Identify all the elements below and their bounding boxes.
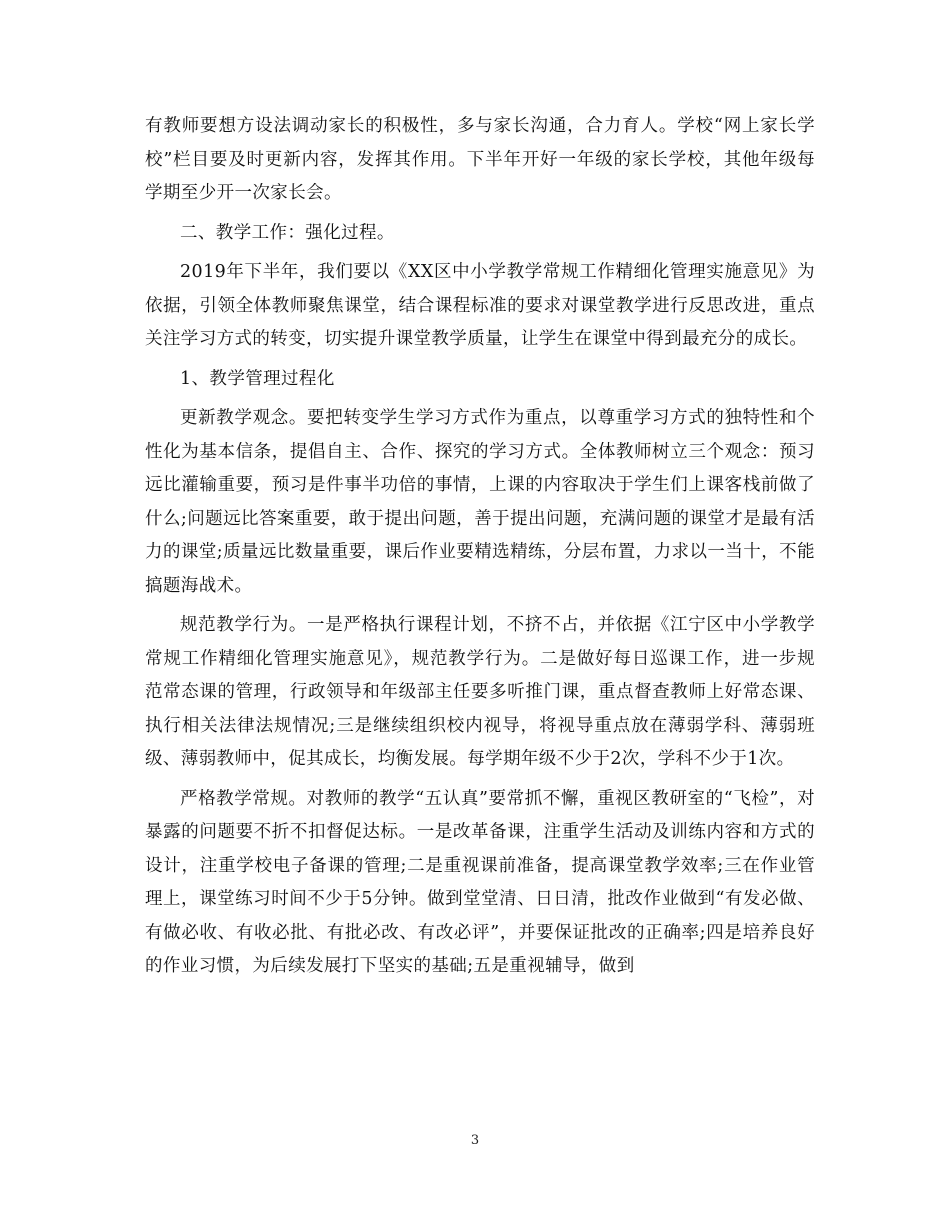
section-heading-teaching-work: 二、教学工作：强化过程。 — [180, 222, 395, 243]
paragraph-strict-routine: 严格教学常规。对教师的教学“五认真”要常抓不懈，重视区教研室的“飞检”，对暴露的问题要不折不扣督促达标。一是改革备课，注重学生活动及训练内容和方式的设计，注重学校电子备课的管理;二是重视课前准备，提高课堂教学效率;三在作业管理上，课堂练习时间不少于5分钟。做到堂堂清、日日清，批改作业做到“有发必做、有做必收、有收必批、有批必改、有改必评”，并要保证批改的正确率;四是培养良好的作业习惯，为后续发展打下坚实的基础;五是重视辅导，做到 — [145, 788, 815, 976]
paragraph-parent-school: 有教师要想方设法调动家长的积极性，多与家长沟通，合力育人。学校“网上家长学校”栏目要及时更新内容，发挥其作用。下半年开好一年级的家长学校，其他年级每学期至少开一次家长会。 — [145, 116, 815, 203]
paragraph-update-concepts: 更新教学观念。要把转变学生学习方式作为重点，以尊重学习方式的独特性和个性化为基本信条，提倡自主、合作、探究的学习方式。全体教师树立三个观念：预习远比灌输重要，预习是件事半功倍的事情，上课的内容取决于学生们上课客栈前做了什么;问题远比答案重要，敢于提出问题，善于提出问题，充满问题的课堂才是最有活力的课堂;质量远比数量重要，课后作业要精选精练，分层布置，力求以一当十，不能搞题海战术。 — [145, 408, 815, 596]
paragraph-standardize-behavior: 规范教学行为。一是严格执行课程计划，不挤不占，并依据《江宁区中小学教学常规工作精细化管理实施意见》，规范教学行为。二是做好每日巡课工作，进一步规范常态课的管理，行政领导和年级部主任要多听推门课，重点督查教师上好常态课、执行相关法律法规情况;三是继续组织校内视导，将视导重点放在薄弱学科、薄弱班级、薄弱教师中，促其成长，均衡发展。每学期年级不少于2次，学科不少于1次。 — [145, 615, 815, 769]
subheading-teaching-management: 1、教学管理过程化 — [180, 368, 335, 389]
paragraph-2019-plan: 2019年下半年，我们要以《XX区中小学教学常规工作精细化管理实施意见》为依据，引领全体教师聚焦课堂，结合课程标准的要求对课堂教学进行反思改进，重点关注学习方式的转变，切实提升课堂教学质量，让学生在课堂中得到最充分的成长。 — [145, 262, 815, 349]
page-number: 3 — [470, 1133, 480, 1148]
document-body — [145, 110, 815, 990]
